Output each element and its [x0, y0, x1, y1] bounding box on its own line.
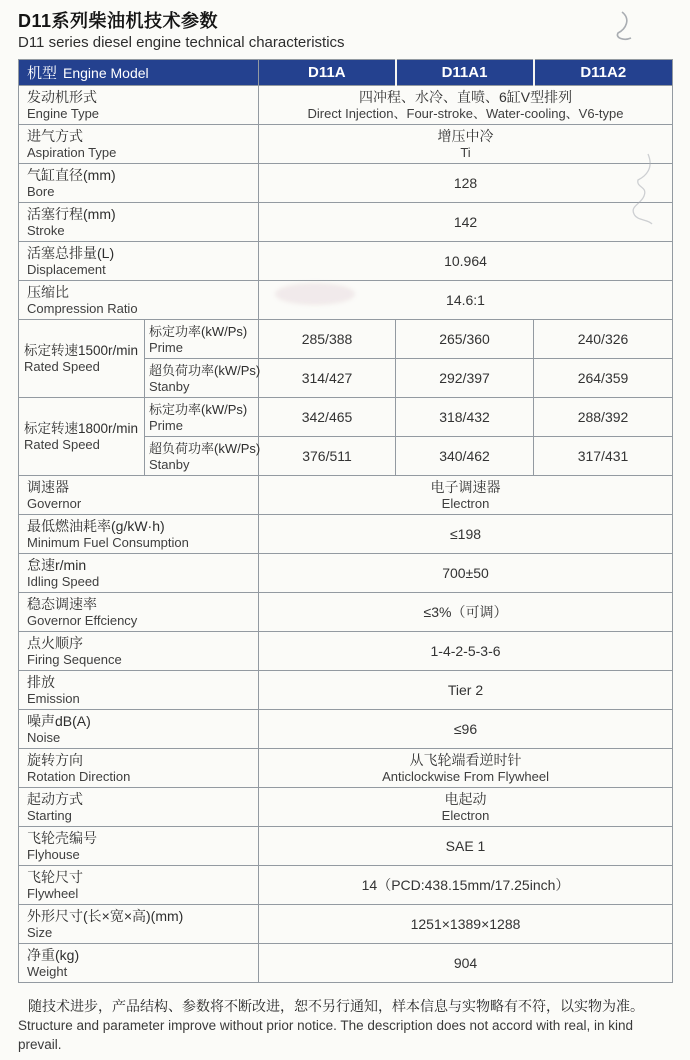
table-header-row	[19, 60, 673, 86]
rated-speed-1800-label: 标定转速1800r/min Rated Speed	[19, 398, 145, 476]
disclaimer-en: Structure and parameter improve without prior notice. The description does not accord with real, in kind prevail.	[18, 1018, 634, 1052]
spec-row-emission	[19, 671, 673, 710]
spec-row-compression-ratio	[19, 281, 673, 320]
rated-speed-1500-label: 标定转速1500r/min Rated Speed	[19, 320, 145, 398]
power-value-d11a1: 265/360	[396, 320, 534, 359]
model-col-d11a: D11A	[259, 60, 396, 86]
power-value-d11a1: 292/397	[396, 359, 534, 398]
power-value-d11a: 285/388	[259, 320, 396, 359]
model-col-d11a1: D11A1	[396, 60, 534, 86]
engine-model-header-cell	[19, 60, 259, 86]
spec-row-governor-efficiency	[19, 593, 673, 632]
spec-label: 旋转方向 Rotation Direction	[19, 749, 259, 788]
stanby-power-label: 超负荷功率(kW/Ps) Stanby	[145, 437, 259, 476]
power-value-d11a2: 317/431	[534, 437, 673, 476]
spec-row-idling-speed	[19, 554, 673, 593]
spec-row-displacement	[19, 242, 673, 281]
spec-value: ≤198	[259, 515, 673, 554]
spec-row-rated-1500-prime	[19, 320, 673, 359]
spec-label: 噪声dB(A) Noise	[19, 710, 259, 749]
spec-label: 气缸直径(mm) Bore	[19, 164, 259, 203]
spec-value: ≤96	[259, 710, 673, 749]
spec-label: 进气方式 Aspiration Type	[19, 125, 259, 164]
model-col-d11a2: D11A2	[534, 60, 673, 86]
engine-model-label-cn: 机型	[27, 65, 58, 82]
spec-label-en: Engine Type	[27, 105, 100, 121]
spec-row-size	[19, 905, 673, 944]
spec-value: SAE 1	[259, 827, 673, 866]
spec-value: Tier 2	[259, 671, 673, 710]
spec-value: 904	[259, 944, 673, 983]
spec-value: 10.964	[259, 242, 673, 281]
spec-table	[18, 59, 673, 983]
spec-row-bore	[19, 164, 673, 203]
spec-row-firing-sequence	[19, 632, 673, 671]
spec-label: 活塞行程(mm) Stroke	[19, 203, 259, 242]
prime-power-label: 标定功率(kW/Ps) Prime	[145, 398, 259, 437]
spec-value: 14.6:1	[259, 281, 673, 320]
spec-label: 调速器 Governor	[19, 476, 259, 515]
power-value-d11a1: 340/462	[396, 437, 534, 476]
power-value-d11a2: 240/326	[534, 320, 673, 359]
spec-value: ≤3%（可调）	[259, 593, 673, 632]
page-title: D11系列柴油机技术参数	[18, 11, 219, 31]
spec-label	[19, 86, 259, 125]
spec-row-noise	[19, 710, 673, 749]
spec-value: 电起动 Electron	[259, 788, 673, 827]
power-value-d11a1: 318/432	[396, 398, 534, 437]
spec-value: 电子调速器 Electron	[259, 476, 673, 515]
spec-label-cn: 发动机形式	[27, 88, 97, 105]
engine-model-label-en: Engine Model	[63, 65, 149, 81]
spec-label: 怠速r/min Idling Speed	[19, 554, 259, 593]
spec-label: 排放 Emission	[19, 671, 259, 710]
power-value-d11a2: 288/392	[534, 398, 673, 437]
spec-row-starting	[19, 788, 673, 827]
spec-label: 起动方式 Starting	[19, 788, 259, 827]
spec-label: 压缩比 Compression Ratio	[19, 281, 259, 320]
spec-label: 点火顺序 Firing Sequence	[19, 632, 259, 671]
spec-row-weight	[19, 944, 673, 983]
prime-power-label: 标定功率(kW/Ps) Prime	[145, 320, 259, 359]
spec-row-aspiration	[19, 125, 673, 164]
spec-row-fuel-consumption	[19, 515, 673, 554]
power-value-d11a: 376/511	[259, 437, 396, 476]
spec-row-flyhouse	[19, 827, 673, 866]
spec-value: 1-4-2-5-3-6	[259, 632, 673, 671]
page-subtitle: D11 series diesel engine technical characteristics	[18, 34, 345, 51]
spec-row-governor	[19, 476, 673, 515]
stanby-power-label: 超负荷功率(kW/Ps) Stanby	[145, 359, 259, 398]
spec-label: 外形尺寸(长×宽×高)(mm) Size	[19, 905, 259, 944]
spec-label: 净重(kg) Weight	[19, 944, 259, 983]
disclaimer-cn: 随技术进步，产品结构、参数将不断改进，恕不另行通知，样本信息与实物略有不符，以实物为准。	[28, 998, 644, 1014]
spec-label: 飞轮尺寸 Flywheel	[19, 866, 259, 905]
spec-row-rated-1800-prime	[19, 398, 673, 437]
spec-value: 14（PCD:438.15mm/17.25inch）	[259, 866, 673, 905]
spec-row-flywheel	[19, 866, 673, 905]
disclaimer	[18, 996, 672, 1054]
spec-value: 142	[259, 203, 673, 242]
spec-value: 从飞轮端看逆时针 Anticlockwise From Flywheel	[259, 749, 673, 788]
spec-row-rotation-direction	[19, 749, 673, 788]
spec-value: 四冲程、水冷、直喷、6缸V型排列 Direct Injection、Four-stroke、Water-cooling、V6-type	[259, 86, 673, 125]
spec-row-stroke	[19, 203, 673, 242]
power-value-d11a: 314/427	[259, 359, 396, 398]
power-value-d11a: 342/465	[259, 398, 396, 437]
spec-label: 飞轮壳编号 Flyhouse	[19, 827, 259, 866]
spec-label: 最低燃油耗率(g/kW·h) Minimum Fuel Consumption	[19, 515, 259, 554]
spec-row-engine-type	[19, 86, 673, 125]
spec-label: 稳态调速率 Governor Effciency	[19, 593, 259, 632]
spec-value: 128	[259, 164, 673, 203]
spec-value: 1251×1389×1288	[259, 905, 673, 944]
spec-value: 700±50	[259, 554, 673, 593]
power-value-d11a2: 264/359	[534, 359, 673, 398]
spec-label: 活塞总排量(L) Displacement	[19, 242, 259, 281]
spec-value: 增压中冷 Ti	[259, 125, 673, 164]
